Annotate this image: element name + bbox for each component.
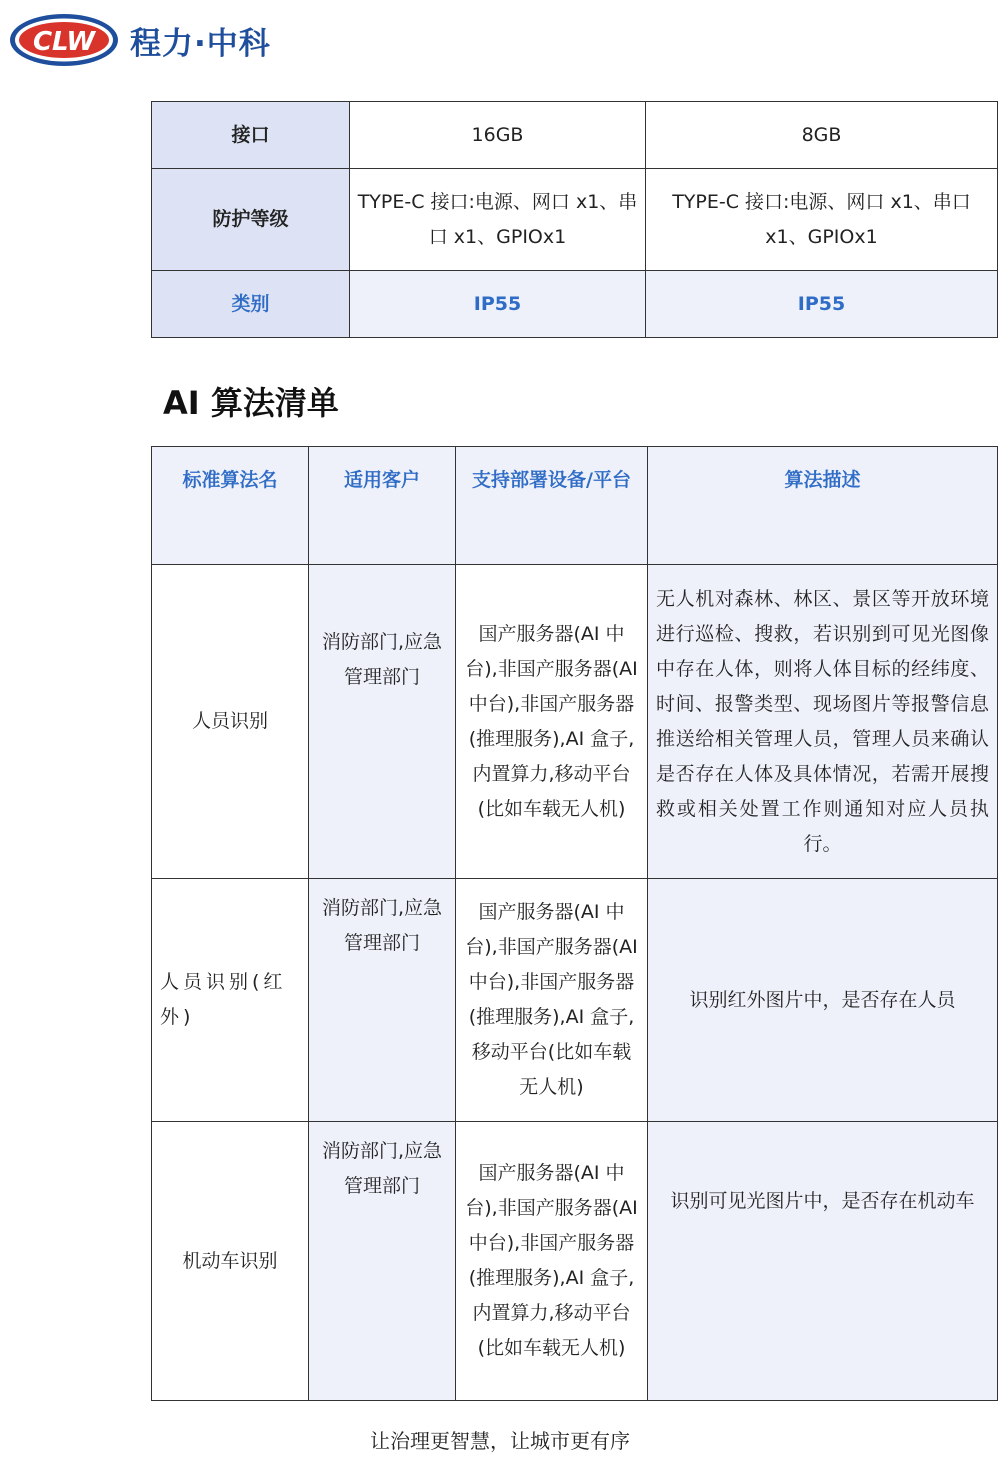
algo-customer-text: 消防部门,应急管理部门	[321, 631, 443, 688]
algo-table	[151, 446, 998, 1401]
algo-name: 机动车识别	[152, 1122, 309, 1401]
spec-table	[151, 101, 998, 338]
column-header: 算法描述	[648, 447, 998, 565]
section-title: AI 算法清单	[163, 384, 339, 422]
table-row	[152, 1122, 998, 1401]
svg-text:CLW: CLW	[32, 27, 96, 57]
spec-label: 类别	[152, 271, 350, 338]
clw-logo	[8, 12, 120, 68]
column-header: 适用客户	[309, 447, 456, 565]
column-header: 支持部署设备/平台	[456, 447, 648, 565]
algo-customer	[309, 565, 456, 879]
algo-devices: 国产服务器(AI 中台),非国产服务器(AI 中台),非国产服务器(推理服务),AI 盒子,移动平台(比如车载无人机)	[456, 879, 648, 1122]
brand-name: 程力·中科	[130, 25, 271, 62]
algo-name: 人员识别(红外)	[152, 879, 309, 1122]
spec-value: 16GB	[350, 102, 646, 169]
footer-slogan: 让治理更智慧，让城市更有序	[370, 1429, 630, 1453]
column-header: 标准算法名	[152, 447, 309, 565]
algo-description: 识别可见光图片中，是否存在机动车	[648, 1122, 998, 1401]
table-header-row	[152, 447, 998, 565]
algo-description: 无人机对森林、林区、景区等开放环境进行巡检、搜救，若识别到可见光图像中存在人体，则将人体目标的经纬度、时间、报警类型、现场图片等报警信息推送给相关管理人员，管理人员来确认是否存在人体及具体情况，若需开展搜救或相关处置工作则通知对应人员执行。	[648, 565, 998, 879]
algo-description: 识别红外图片中，是否存在人员	[648, 879, 998, 1122]
algo-customer: 消防部门,应急管理部门	[309, 1122, 456, 1401]
spec-label: 防护等级	[152, 169, 350, 271]
table-row	[152, 879, 998, 1122]
header	[8, 12, 271, 68]
spec-label: 接口	[152, 102, 350, 169]
table-row	[152, 102, 998, 169]
clw-logo-icon	[8, 12, 120, 68]
spec-value: IP55	[350, 271, 646, 338]
algo-customer: 消防部门,应急管理部门	[309, 879, 456, 1122]
table-row	[152, 271, 998, 338]
spec-value: TYPE-C 接口:电源、网口 x1、串口 x1、GPIOx1	[646, 169, 998, 271]
algo-devices: 国产服务器(AI 中台),非国产服务器(AI 中台),非国产服务器(推理服务),AI 盒子,内置算力,移动平台(比如车载无人机)	[456, 1122, 648, 1401]
spec-value: IP55	[646, 271, 998, 338]
spec-value: 8GB	[646, 102, 998, 169]
algo-name: 人员识别	[152, 565, 309, 879]
table-row	[152, 169, 998, 271]
algo-devices: 国产服务器(AI 中台),非国产服务器(AI 中台),非国产服务器(推理服务),AI 盒子,内置算力,移动平台(比如车载无人机)	[456, 565, 648, 879]
table-row	[152, 565, 998, 879]
spec-value: TYPE-C 接口:电源、网口 x1、串口 x1、GPIOx1	[350, 169, 646, 271]
